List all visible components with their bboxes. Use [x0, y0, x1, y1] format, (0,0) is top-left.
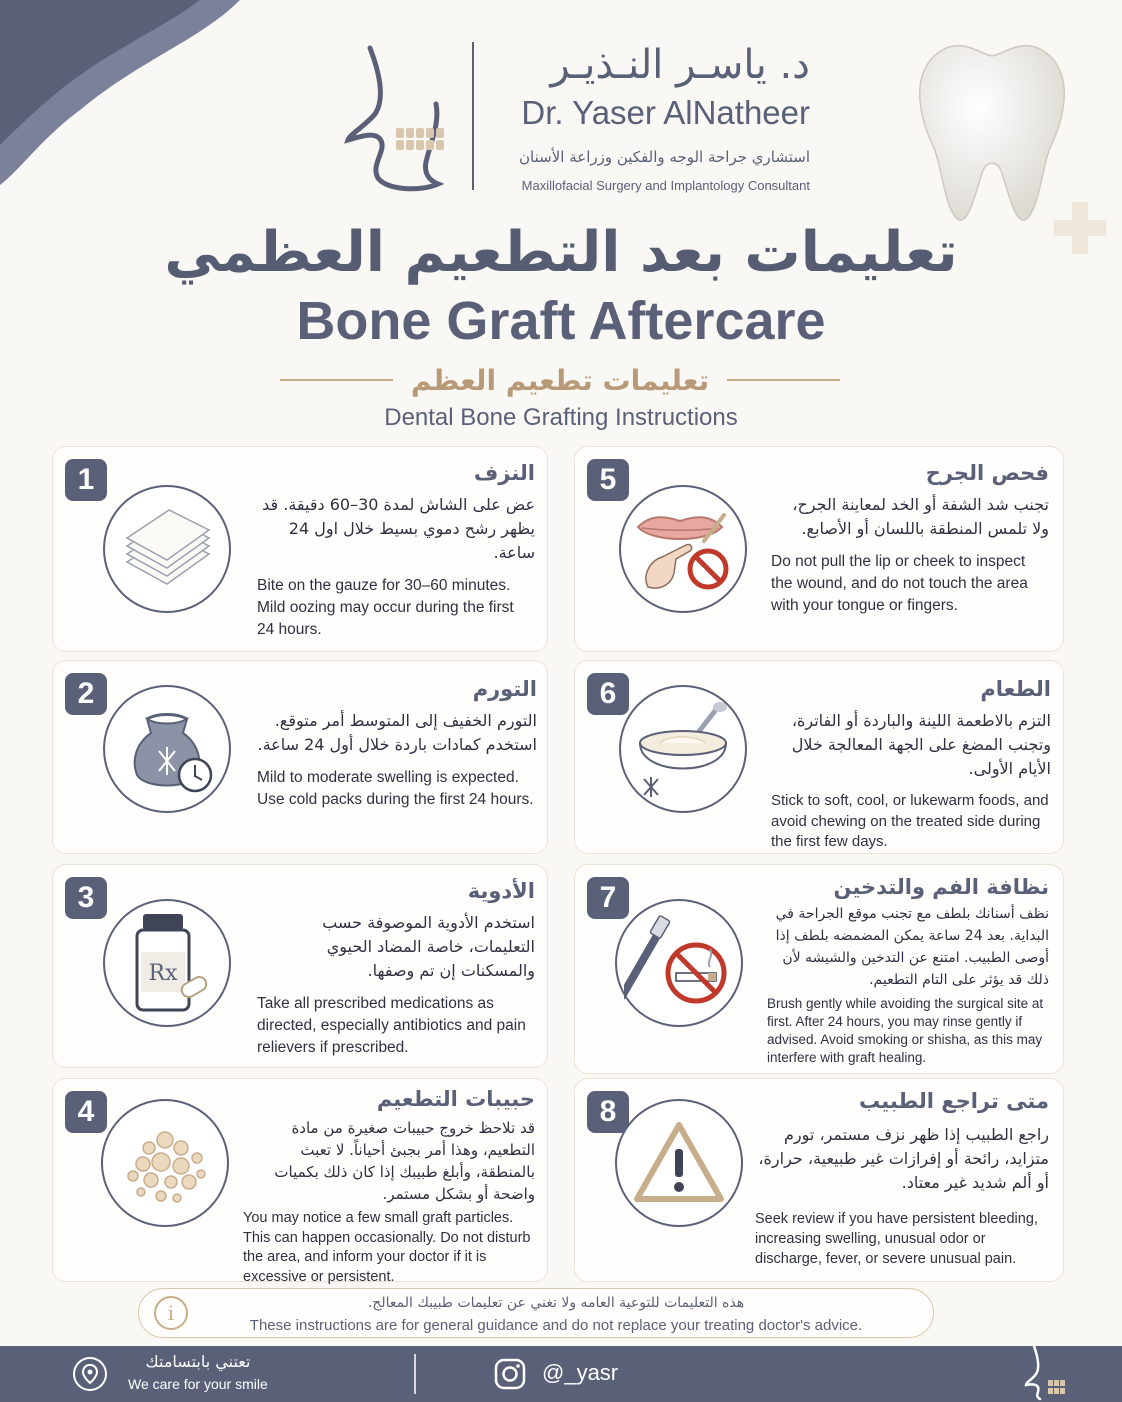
instagram-handle[interactable]: @_yasr — [542, 1360, 619, 1385]
card-text-en: Bite on the gauze for 30–60 minutes. Mild oozing may occur during the first 24 hours. — [257, 577, 514, 638]
instruction-card-bleeding — [52, 446, 548, 652]
card-number: 2 — [65, 673, 107, 715]
card-number: 1 — [65, 459, 107, 501]
footer — [0, 1346, 1122, 1402]
card-icon-circle — [101, 1099, 229, 1227]
card-icon-circle — [619, 685, 747, 813]
svg-text:i: i — [167, 1301, 175, 1325]
instruction-card-wound-check — [574, 446, 1064, 652]
card-text-ar: التورم الخفيف إلى المتوسط أمر متوقع. استخدم كمادات باردة خلال أول 24 ساعة. — [257, 711, 537, 754]
card-text-ar: راجع الطبيب إذا ظهر نزف مستمر، تورم متزايد، رائحة أو إفرازات غير طبيعية، حرارة، أو ألم شديد غير معتاد. — [758, 1125, 1049, 1192]
disclaimer-note — [138, 1288, 934, 1338]
instruction-card-medications — [52, 864, 548, 1068]
location-pin-icon — [72, 1356, 108, 1392]
subtitle-row — [280, 360, 840, 400]
instagram-icon[interactable] — [494, 1358, 526, 1390]
card-number: 6 — [587, 673, 629, 715]
card-title: الأدوية — [467, 879, 535, 903]
subtitle-line-right — [727, 379, 840, 381]
card-text-en: Brush gently while avoiding the surgical site at first. After 24 hours, you may rinse gently if advised. Avoid smoking or shisha, as this may interfere with graft healing. — [767, 996, 1044, 1065]
card-title: فحص الجرح — [925, 461, 1049, 485]
card-number: 3 — [65, 877, 107, 919]
instruction-card-graft-particles — [52, 1078, 548, 1285]
card-icon-circle — [103, 485, 231, 613]
footer-divider — [414, 1354, 416, 1394]
card-text-en: Seek review if you have persistent bleeding, increasing swelling, unusual odor or discharge, fever, or severe unusual pain. — [755, 1211, 1038, 1267]
medicine-bottle-icon — [119, 910, 215, 1016]
warning-icon — [631, 1119, 727, 1207]
doctor-name-ar: د. ياسـر النـذيـر — [550, 42, 810, 88]
card-title: نظافة الفم والتدخين — [833, 875, 1049, 899]
subtitle-en: Dental Bone Grafting Instructions — [384, 404, 738, 431]
card-text-en: Do not pull the lip or cheek to inspect the wound, and do not touch the area with your tongue or fingers. — [771, 553, 1028, 614]
instruction-card-when-to-see-doctor — [574, 1078, 1064, 1282]
disclaimer-ar: هذه التعليمات للتوعية العامه ولا تغني عن تعليمات طبيبك المعالج. — [367, 1295, 745, 1311]
specialty-ar: استشاري جراحة الوجه والفكين وزراعة الأسنان — [519, 148, 810, 166]
svg-text:Rx: Rx — [148, 961, 178, 986]
card-number: 7 — [587, 877, 629, 919]
card-text-en: Mild to moderate swelling is expected. Use cold packs during the first 24 hours. — [257, 769, 534, 808]
specialty-en: Maxillofacial Surgery and Implantology Consultant — [521, 178, 810, 193]
card-icon-circle — [615, 1099, 743, 1227]
card-icon-circle — [615, 899, 743, 1027]
instruction-card-food — [574, 660, 1064, 854]
page-title-ar: تعليمات بعد التطعيم العظمي — [164, 220, 958, 285]
disclaimer-en: These instructions are for general guidance and do not replace your treating doctor's advice. — [249, 1317, 863, 1334]
card-text-en: You may notice a few small graft particles. This can happen occasionally. Do not disturb the area, and inform your doctor if it is excessive or persistent. — [243, 1210, 531, 1285]
background-wave — [0, 0, 260, 200]
card-title: التورم — [472, 677, 537, 701]
card-icon-circle — [103, 685, 231, 813]
instruction-card-swelling — [52, 660, 548, 854]
header — [340, 40, 820, 195]
info-icon — [153, 1295, 189, 1331]
no-touch-lip-icon — [628, 499, 738, 599]
logo-face-profile-icon — [1020, 1346, 1080, 1402]
card-text-ar: قد تلاحظ خروج حبيبات صغيرة من مادة التطعيم، وهذا أمر بجبئ أحياناً. لا تعبث بالمنطقة، وأبلغ طبيبك إذا كان ذلك بكميات واضحة أو بشكل مستمر. — [274, 1119, 535, 1203]
tooth-illustration — [902, 28, 1082, 228]
card-text-ar: التزم بالاطعمة اللينة والباردة أو الفاترة، وتجنب المضغ على الجهة المعالجة خلال الأيام الأولى. — [791, 711, 1051, 778]
card-text-ar: عض على الشاش لمدة 30–60 دقيقة. قد يظهر رشح دموي بسيط خلال اول 24 ساعة. — [262, 495, 535, 562]
graft-particles-icon — [115, 1118, 215, 1208]
card-text-ar: نظف أسنانك بلطف مع تجنب موقع الجراحة في البداية. بعد 24 ساعة يمكن المضمضه بلطف إذا أوصى الطبيب. امتنع عن التدخين والشيشه لأن ذلك قد يؤثر على التام التطعيم. — [775, 906, 1049, 988]
card-text-ar: تجنب شد الشفة أو الخد لمعاينة الجرح، ولا تلمس المنطقة باللسان أو الأصابع. — [792, 495, 1049, 538]
tagline-ar: تعتني بابتسامتك — [145, 1352, 251, 1371]
card-title: متى تراجع الطبيب — [859, 1089, 1049, 1113]
tagline-en: We care for your smile — [128, 1376, 268, 1392]
logo-divider — [472, 42, 474, 190]
card-title: حبيبات التطعيم — [376, 1087, 535, 1111]
card-number: 4 — [65, 1091, 107, 1133]
instruction-card-oral-hygiene — [574, 864, 1064, 1074]
page-title-en: Bone Graft Aftercare — [296, 291, 826, 351]
card-text-en: Stick to soft, cool, or lukewarm foods, and avoid chewing on the treated side during the first few days. — [771, 792, 1049, 850]
soft-food-bowl-icon — [630, 699, 736, 799]
card-title: الطعام — [980, 677, 1051, 701]
no-smoking-toothbrush-icon — [624, 913, 734, 1013]
card-title: النزف — [473, 461, 535, 485]
ice-pack-icon — [117, 699, 217, 799]
card-text-ar: استخدم الأدوية الموصوفة حسب التعليمات، خاصة المضاد الحيوي والمسكنات إن تم وصفها. — [322, 913, 535, 980]
logo-face-profile-icon — [340, 44, 460, 192]
subtitle-line-left — [280, 379, 393, 381]
card-number: 8 — [587, 1091, 629, 1133]
card-icon-circle — [103, 899, 231, 1027]
card-number: 5 — [587, 459, 629, 501]
gauze-icon — [117, 504, 217, 594]
card-icon-circle — [619, 485, 747, 613]
doctor-name-en: Dr. Yaser AlNatheer — [521, 94, 810, 131]
subtitle-ar: تعليمات تطعيم العظم — [410, 363, 710, 397]
card-text-en: Take all prescribed medications as directed, especially antibiotics and pain relievers if prescribed. — [257, 995, 526, 1056]
